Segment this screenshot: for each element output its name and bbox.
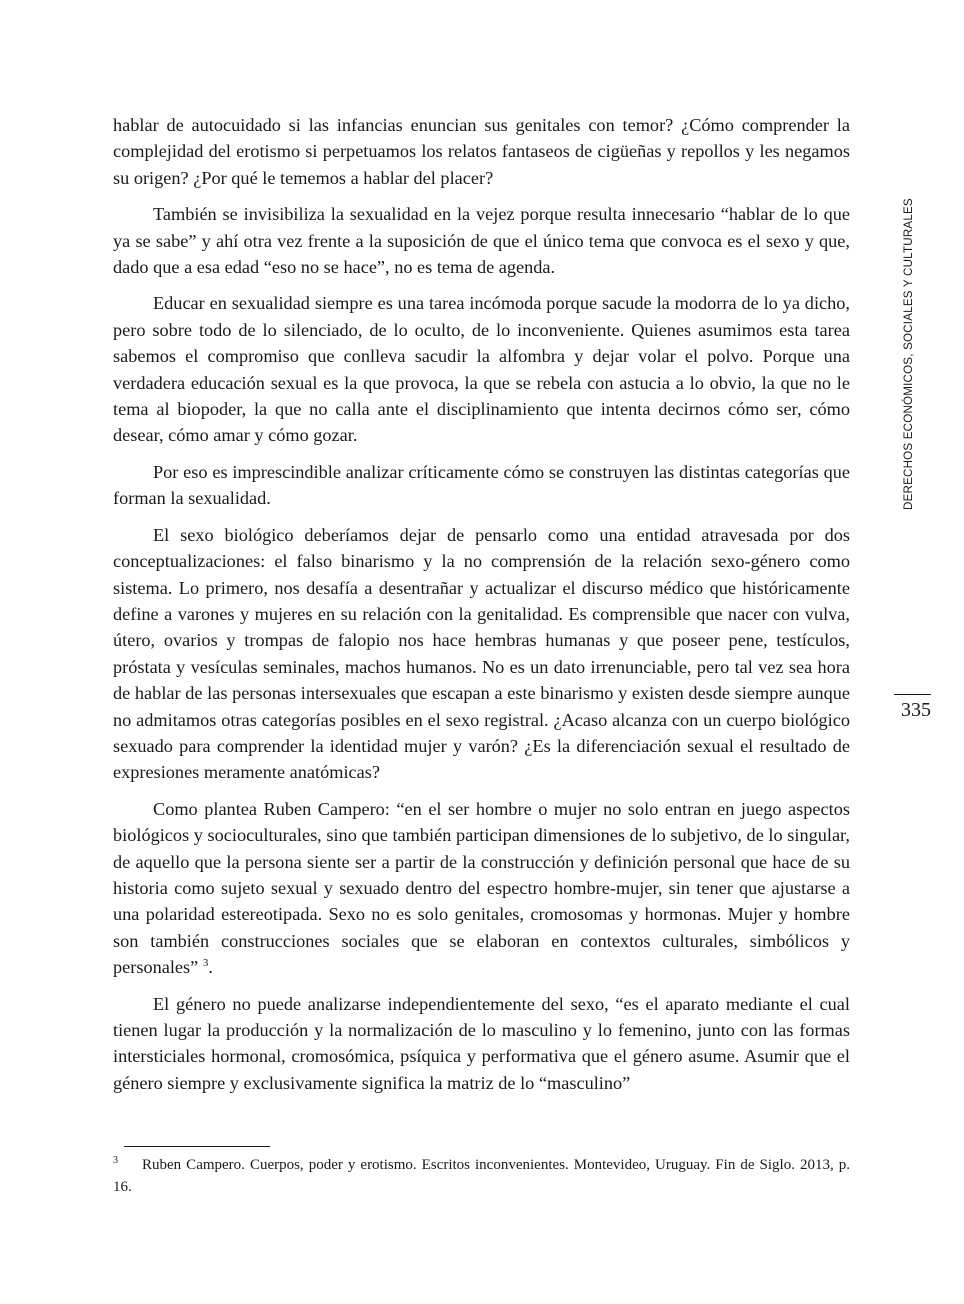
page-number-rule bbox=[894, 694, 931, 695]
paragraph: El sexo biológico deberíamos dejar de pensarlo como una entidad atravesada por dos conceptualizaciones: el falso binarismo y la no comprensión de la relación sexo-género como sistema. Lo primero, nos desafía a desentrañar y actualizar el discurso médico que históricamente define a varones y mujeres en su relación con la genitalidad. Es comprensible que nacer con vulva, útero, ovarios y trompas de falopio nos hace hembras humanas y que poseer pene, testículos, próstata y vesículas seminales, machos humanos. No es un dato irrenunciable, pero tal vez sea hora de hablar de las personas intersexuales que escapan a este binarismo y existen desde siempre aunque no admitamos otras categorías posibles en el sexo registral. ¿Acaso alcanza con un cuerpo biológico sexuado para comprender la identidad mujer y varón? ¿Es la diferenciación sexual el resultado de expresiones meramente anatómicas? bbox=[113, 524, 850, 783]
page-number: 335 bbox=[901, 699, 931, 721]
paragraph: Educar en sexualidad siempre es una tarea incómoda porque sacude la modorra de lo ya dicho, pero sobre todo de lo silenciado, de lo oculto, de lo inconveniente. Quienes asumimos esta tarea sabemos el compromiso que conlleva sacudir la alfombra y dejar volar el polvo. Porque una verdadera educación sexual es la que provoca, la que se rebela con astucia a lo obvio, la que no le tema al biopoder, la que no calla ante el disciplinamiento que intenta decirnos cómo ser, cómo desear, cómo amar y cómo gozar. bbox=[113, 293, 850, 446]
paragraph: Por eso es imprescindible analizar críticamente cómo se construyen las distintas categorías que forman la sexualidad. bbox=[113, 461, 850, 509]
footnote-divider bbox=[124, 1146, 270, 1147]
paragraph-end-punct: . bbox=[208, 957, 213, 978]
footnote: 3 Ruben Campero. Cuerpos, poder y erotismo. Escritos inconvenientes. Montevideo, Uruguay. Fin de Siglo. 2013, p. 16. bbox=[113, 1155, 850, 1195]
paragraph-text: Como plantea Ruben Campero: “en el ser hombre o mujer no solo entran en juego aspectos biológicos y socioculturales, sino que también participan dimensiones de lo subjetivo, de lo singular, de aquello que la persona siente ser a partir de la construcción y definición personal que hace de su historia como sujeto sexual y sexuado dentro del espectro hombre-mujer, sin tener que ajustarse a una polaridad estereotipada. Sexo no es solo genitales, cromosomas y hormonas. Mujer y hombre son también construcciones sociales que se elaboran en contextos culturales, simbólicos y personales” bbox=[113, 798, 850, 978]
body-text bbox=[113, 112, 850, 1096]
paragraph: El género no puede analizarse independientemente del sexo, “es el aparato mediante el cual tienen lugar la producción y la normalización de lo masculino y lo femenino, junto con las formas intersticiales hormonal, cromosómica, psíquica y performativa que el género asume. Asumir que el género siempre y exclusivamente significa la matriz de lo “masculino” bbox=[113, 993, 850, 1093]
running-head: DERECHOS ECONÓMICOS, SOCIALES Y CULTURALES bbox=[902, 198, 915, 510]
footnote-text: Ruben Campero. Cuerpos, poder y erotismo. Escritos inconvenientes. Montevideo, Uruguay. Fin de Siglo. 2013, p. 16. bbox=[113, 1157, 850, 1195]
paragraph-with-footnote bbox=[113, 796, 850, 981]
paragraph: hablar de autocuidado si las infancias enuncian sus genitales con temor? ¿Cómo comprender la complejidad del erotismo si perpetuamos los relatos fantaseos de cigüeñas y repollos y les negamos su origen? ¿Por qué le tememos a hablar del placer? bbox=[113, 115, 850, 188]
footnote-reference: 3 bbox=[202, 957, 209, 970]
paragraph: También se invisibiliza la sexualidad en la vejez porque resulta innecesario “hablar de lo que ya se sabe” y ahí otra vez frente a la suposición de que el único tema que convoca es el sexo y que, dado que a esa edad “eso no se hace”, no es tema de agenda. bbox=[113, 204, 850, 278]
